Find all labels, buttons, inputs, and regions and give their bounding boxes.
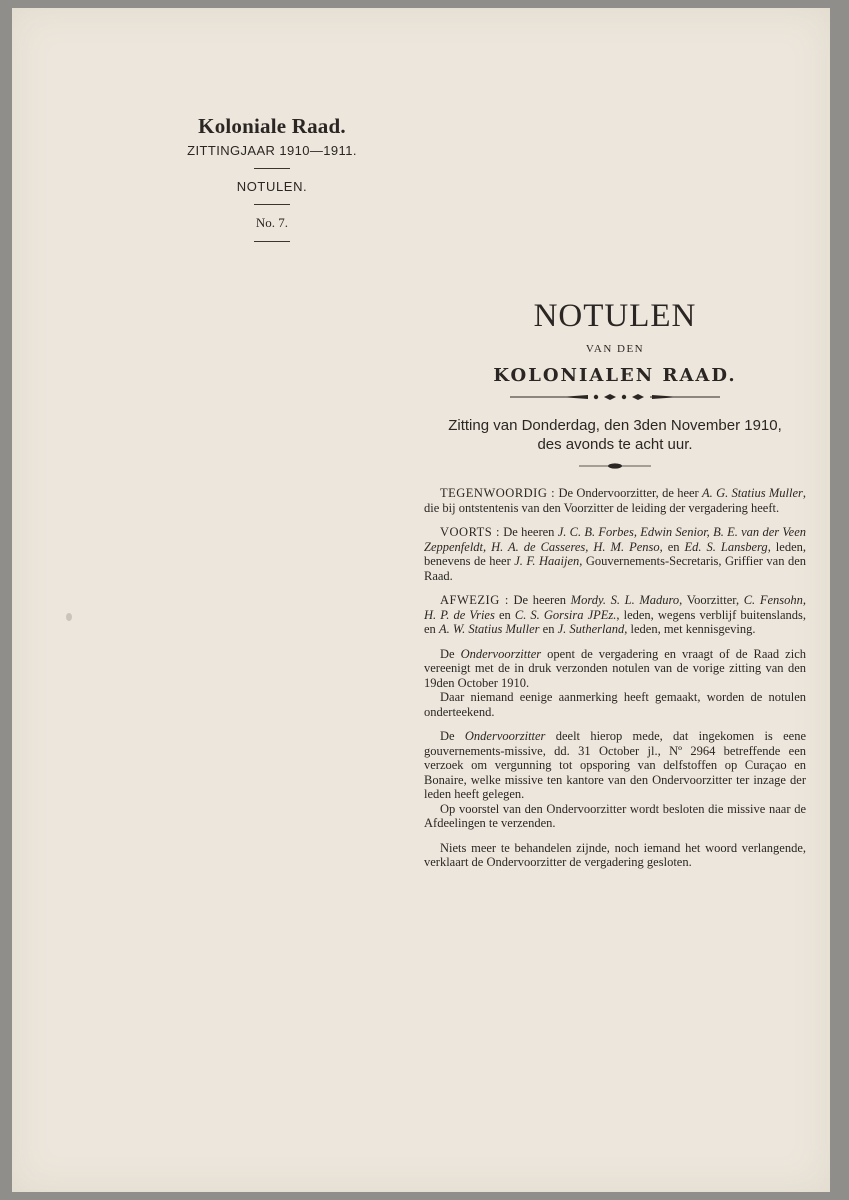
minutes-label: NOTULEN.	[236, 179, 308, 194]
person-name: J. F. Haaijen	[514, 554, 580, 568]
text: en	[662, 539, 685, 554]
label-afwezig: AFWEZIG :	[440, 593, 509, 607]
divider	[254, 241, 290, 242]
council-name: KOLONIALEN RAAD.	[493, 365, 737, 386]
issue-number: No. 7.	[255, 215, 289, 230]
minutes-body	[424, 486, 806, 870]
text: , Voorzitter,	[679, 593, 744, 607]
ornament-divider-large	[510, 392, 720, 402]
session-heading	[424, 416, 806, 454]
text: , leden, benevens de heer	[424, 539, 806, 568]
text: De	[440, 646, 461, 661]
session-date: Zitting van Donderdag, den 3den November 1910,	[448, 417, 782, 434]
paragraph-closing: Niets meer te behandelen zijnde, noch iemand het woord verlangende, verklaart de Ondervoorzitter de vergadering gesloten.	[424, 840, 806, 869]
council-title: Koloniale Raad.	[198, 114, 346, 138]
text: en	[539, 622, 558, 636]
divider	[254, 168, 290, 169]
person-name: Mordy. S. L. Maduro	[570, 593, 680, 607]
text: De Ondervoorzitter, de heer	[555, 486, 703, 500]
paragraph-tegenwoordig	[424, 486, 806, 515]
paper-stain	[66, 613, 72, 621]
label-voorts: VOORTS :	[440, 525, 500, 539]
document-header	[162, 114, 382, 252]
title-connector: VAN DEN	[585, 343, 645, 355]
person-names: C. Fensohn, H. P. de Vries	[424, 593, 806, 622]
paragraph-voorts	[424, 525, 806, 583]
text: en	[494, 607, 515, 622]
session-time: des avonds te acht uur.	[537, 436, 693, 453]
text: , leden, wegens verblijf buitenslands, en	[424, 607, 806, 636]
text: , die bij ontstentenis van den Voorzitter de leiding der vergadering heeft.	[424, 486, 807, 515]
document-page	[12, 8, 830, 1192]
person-name: J. Sutherland	[557, 622, 625, 636]
text: , Gouvernements-Secretaris, Griffier van den Raad.	[424, 554, 806, 583]
minutes-column	[424, 298, 806, 880]
text: , leden, met kennisgeving.	[624, 622, 756, 636]
page-title: NOTULEN	[533, 298, 697, 334]
paragraph-missive	[424, 729, 806, 802]
person-names: J. C. B. Forbes, Edwin Senior, B. E. van der Veen Zeppenfeldt, H. A. de Casseres, H. M. Penso,	[424, 525, 806, 554]
paragraph-afwezig	[424, 593, 806, 637]
divider	[254, 204, 290, 205]
label-tegenwoordig: TEGENWOORDIG :	[440, 486, 556, 500]
person-name: C. S. Gorsira JPEz.	[514, 607, 617, 622]
person-name: A. W. Statius Muller	[438, 622, 540, 636]
ornament-divider-small	[579, 462, 651, 470]
paragraph-opening-continued: Daar niemand eenige aanmerking heeft gemaakt, worden de notulen onderteekend.	[424, 690, 806, 719]
role-name: Ondervoorzitter	[460, 646, 542, 661]
role-name: Ondervoorzitter	[464, 729, 546, 743]
text: opent de vergadering en vraagt of de Raad zich vereenigt met de in druk verzonden notulen van de vorige zitting van den 19den October 1910.	[424, 646, 807, 690]
person-name: Ed. S. Lansberg	[684, 539, 768, 554]
text: De heeren	[508, 593, 571, 607]
text: deelt hierop mede, dat ingekomen is eene gouvernements-missive, dd. 31 October jl., Nº 2964 betreffende een verzoek om vergunning tot opsporing van delfstoffen op Curaçao en Bonaire, welke missive ten kantore van den Ondervoorzitter ter inzage der leden heeft gelegen.	[424, 729, 806, 801]
paragraph-missive-continued: Op voorstel van den Ondervoorzitter wordt besloten die missive naar de Afdeelingen te verzenden.	[424, 801, 806, 830]
paragraph-opening	[424, 647, 806, 691]
text: De heeren	[500, 525, 558, 539]
session-year: ZITTINGJAAR 1910—1911.	[187, 143, 357, 158]
person-name: A. G. Statius Muller	[702, 486, 803, 500]
text: De	[440, 729, 465, 743]
